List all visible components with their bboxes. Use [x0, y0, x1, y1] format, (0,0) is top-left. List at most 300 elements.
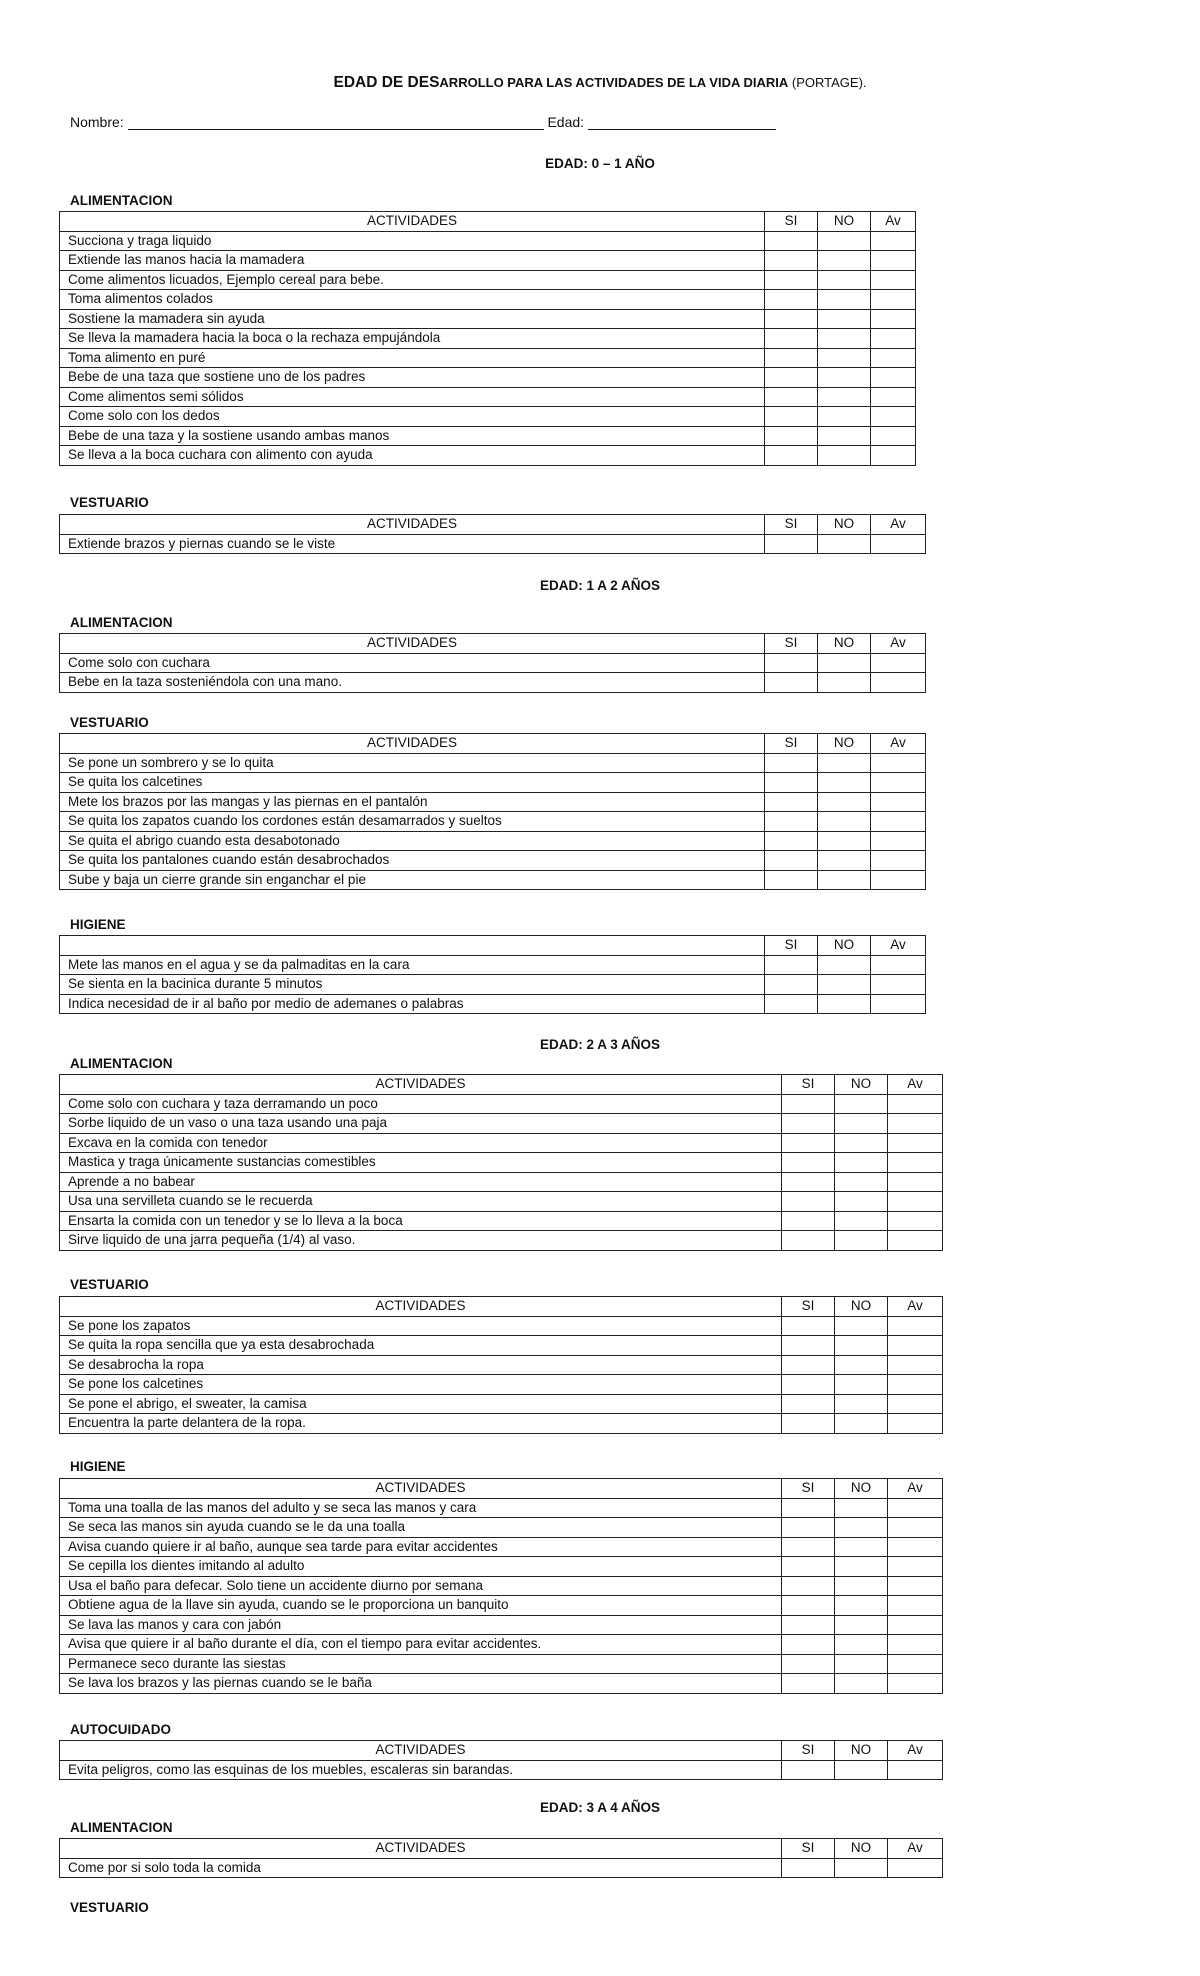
- no-cell[interactable]: [835, 1336, 888, 1356]
- av-header: Av: [871, 212, 916, 232]
- no-cell[interactable]: [818, 831, 871, 851]
- activity-row: [60, 387, 916, 407]
- no-cell[interactable]: [835, 1858, 888, 1878]
- section-title: VESTUARIO: [70, 1900, 149, 1915]
- si-cell[interactable]: [782, 1394, 835, 1414]
- av-cell[interactable]: [871, 812, 926, 832]
- no-cell[interactable]: [835, 1537, 888, 1557]
- no-cell[interactable]: [818, 309, 871, 329]
- si-cell[interactable]: [765, 851, 818, 871]
- no-cell[interactable]: [835, 1211, 888, 1231]
- av-cell[interactable]: [888, 1355, 943, 1375]
- av-cell[interactable]: [888, 1394, 943, 1414]
- av-cell[interactable]: [888, 1414, 943, 1434]
- av-cell[interactable]: [871, 426, 916, 446]
- si-cell[interactable]: [765, 673, 818, 693]
- si-cell[interactable]: [782, 1231, 835, 1251]
- activities-header: ACTIVIDADES: [60, 1297, 782, 1317]
- activity-row: [60, 1596, 943, 1616]
- activity-label: Se quita los pantalones cuando están desabrochados: [60, 851, 765, 871]
- si-cell[interactable]: [765, 773, 818, 793]
- av-cell[interactable]: [871, 251, 916, 271]
- si-cell[interactable]: [782, 1557, 835, 1577]
- av-cell[interactable]: [888, 1316, 943, 1336]
- no-cell[interactable]: [818, 975, 871, 995]
- no-cell[interactable]: [835, 1674, 888, 1694]
- activity-row: [60, 368, 916, 388]
- no-cell[interactable]: [835, 1615, 888, 1635]
- table-header-row: [60, 634, 926, 654]
- av-cell[interactable]: [871, 994, 926, 1014]
- activities-table: [59, 514, 926, 554]
- no-cell[interactable]: [835, 1760, 888, 1780]
- no-cell[interactable]: [818, 290, 871, 310]
- activity-label: Avisa cuando quiere ir al baño, aunque sea tarde para evitar accidentes: [60, 1537, 782, 1557]
- activity-label: Come alimentos licuados, Ejemplo cereal para bebe.: [60, 270, 765, 290]
- av-cell[interactable]: [888, 1858, 943, 1878]
- activity-label: Sorbe liquido de un vaso o una taza usando una paja: [60, 1114, 782, 1134]
- no-cell[interactable]: [835, 1414, 888, 1434]
- si-cell[interactable]: [765, 368, 818, 388]
- activity-row: [60, 270, 916, 290]
- no-cell[interactable]: [835, 1355, 888, 1375]
- section-title: HIGIENE: [70, 917, 126, 932]
- activity-row: [60, 1537, 943, 1557]
- activity-label: Extiende las manos hacia la mamadera: [60, 251, 765, 271]
- av-header: Av: [871, 936, 926, 956]
- si-cell[interactable]: [782, 1518, 835, 1538]
- av-cell[interactable]: [871, 309, 916, 329]
- activity-row: [60, 870, 926, 890]
- si-cell[interactable]: [782, 1615, 835, 1635]
- av-cell[interactable]: [871, 753, 926, 773]
- si-cell[interactable]: [765, 792, 818, 812]
- no-cell[interactable]: [818, 387, 871, 407]
- si-cell[interactable]: [765, 831, 818, 851]
- si-cell[interactable]: [782, 1094, 835, 1114]
- si-cell[interactable]: [765, 426, 818, 446]
- av-cell[interactable]: [888, 1654, 943, 1674]
- activity-label: Come alimentos semi sólidos: [60, 387, 765, 407]
- no-header: NO: [818, 212, 871, 232]
- av-cell[interactable]: [888, 1635, 943, 1655]
- si-cell[interactable]: [765, 955, 818, 975]
- activity-label: Mastica y traga únicamente sustancias comestibles: [60, 1153, 782, 1173]
- si-cell[interactable]: [782, 1414, 835, 1434]
- activities-header: [60, 936, 765, 956]
- activity-label: Come solo con cuchara: [60, 653, 765, 673]
- si-cell[interactable]: [782, 1172, 835, 1192]
- si-header: SI: [782, 1741, 835, 1761]
- si-cell[interactable]: [765, 534, 818, 554]
- activities-table: [59, 211, 916, 466]
- activity-label: Se quita los calcetines: [60, 773, 765, 793]
- no-cell[interactable]: [818, 348, 871, 368]
- no-cell[interactable]: [835, 1172, 888, 1192]
- av-cell[interactable]: [888, 1375, 943, 1395]
- av-header: Av: [888, 1839, 943, 1859]
- table-header-row: [60, 1839, 943, 1859]
- av-cell[interactable]: [871, 673, 926, 693]
- activity-row: [60, 753, 926, 773]
- activity-row: [60, 1635, 943, 1655]
- av-cell[interactable]: [888, 1760, 943, 1780]
- si-cell[interactable]: [765, 309, 818, 329]
- page-title: [0, 74, 1200, 92]
- no-cell[interactable]: [835, 1375, 888, 1395]
- table-header-row: [60, 1075, 943, 1095]
- activities-table: [59, 1478, 943, 1694]
- no-cell[interactable]: [818, 407, 871, 427]
- activity-row: [60, 1153, 943, 1173]
- av-cell[interactable]: [888, 1674, 943, 1694]
- si-cell[interactable]: [765, 329, 818, 349]
- si-cell[interactable]: [765, 653, 818, 673]
- no-cell[interactable]: [818, 368, 871, 388]
- si-cell[interactable]: [765, 753, 818, 773]
- title-suffix: (PORTAGE).: [788, 75, 867, 90]
- si-cell[interactable]: [765, 870, 818, 890]
- av-cell[interactable]: [871, 387, 916, 407]
- activity-label: Toma una toalla de las manos del adulto y se seca las manos y cara: [60, 1498, 782, 1518]
- activities-header: ACTIVIDADES: [60, 1839, 782, 1859]
- no-cell[interactable]: [835, 1133, 888, 1153]
- activity-label: Encuentra la parte delantera de la ropa.: [60, 1414, 782, 1434]
- activity-label: Succiona y traga liquido: [60, 231, 765, 251]
- av-cell[interactable]: [888, 1133, 943, 1153]
- av-cell[interactable]: [888, 1211, 943, 1231]
- activities-header: ACTIVIDADES: [60, 1479, 782, 1499]
- av-cell[interactable]: [888, 1114, 943, 1134]
- activity-row: [60, 1375, 943, 1395]
- av-cell[interactable]: [888, 1596, 943, 1616]
- section-title: HIGIENE: [70, 1459, 126, 1474]
- si-cell[interactable]: [765, 231, 818, 251]
- no-header: NO: [835, 1839, 888, 1859]
- activity-row: [60, 1231, 943, 1251]
- activity-row: [60, 653, 926, 673]
- av-cell[interactable]: [888, 1172, 943, 1192]
- si-cell[interactable]: [782, 1635, 835, 1655]
- name-field[interactable]: [128, 115, 544, 130]
- av-cell[interactable]: [871, 851, 926, 871]
- av-cell[interactable]: [888, 1231, 943, 1251]
- activity-label: Usa el baño para defecar. Solo tiene un accidente diurno por semana: [60, 1576, 782, 1596]
- av-cell[interactable]: [888, 1094, 943, 1114]
- av-cell[interactable]: [888, 1518, 943, 1538]
- activities-table: [59, 1074, 943, 1251]
- no-cell[interactable]: [835, 1394, 888, 1414]
- no-cell[interactable]: [818, 231, 871, 251]
- activity-row: [60, 851, 926, 871]
- activity-row: [60, 1654, 943, 1674]
- av-cell[interactable]: [888, 1153, 943, 1173]
- av-cell[interactable]: [871, 975, 926, 995]
- si-cell[interactable]: [782, 1596, 835, 1616]
- av-header: Av: [871, 515, 926, 535]
- av-cell[interactable]: [871, 348, 916, 368]
- activity-row: [60, 975, 926, 995]
- age-label: Edad:: [547, 114, 585, 130]
- av-header: Av: [888, 1075, 943, 1095]
- si-cell[interactable]: [782, 1498, 835, 1518]
- si-cell[interactable]: [765, 251, 818, 271]
- av-cell[interactable]: [871, 368, 916, 388]
- no-header: NO: [818, 936, 871, 956]
- no-cell[interactable]: [818, 426, 871, 446]
- si-cell[interactable]: [782, 1192, 835, 1212]
- si-header: SI: [765, 634, 818, 654]
- activity-row: [60, 1674, 943, 1694]
- av-cell[interactable]: [888, 1576, 943, 1596]
- activities-header: ACTIVIDADES: [60, 1075, 782, 1095]
- si-cell[interactable]: [765, 290, 818, 310]
- no-cell[interactable]: [818, 851, 871, 871]
- si-cell[interactable]: [765, 387, 818, 407]
- si-cell[interactable]: [765, 270, 818, 290]
- no-header: NO: [818, 515, 871, 535]
- no-cell[interactable]: [835, 1114, 888, 1134]
- si-cell[interactable]: [765, 994, 818, 1014]
- activity-label: Mete los brazos por las mangas y las piernas en el pantalón: [60, 792, 765, 812]
- av-cell[interactable]: [871, 407, 916, 427]
- activities-table: [59, 733, 926, 890]
- activity-label: Se lava los brazos y las piernas cuando se le baña: [60, 1674, 782, 1694]
- activity-label: Excava en la comida con tenedor: [60, 1133, 782, 1153]
- si-cell[interactable]: [782, 1858, 835, 1878]
- section-title: VESTUARIO: [70, 1277, 149, 1292]
- si-cell[interactable]: [782, 1375, 835, 1395]
- no-cell[interactable]: [835, 1153, 888, 1173]
- activity-row: [60, 534, 926, 554]
- activity-row: [60, 1394, 943, 1414]
- name-label: Nombre:: [70, 114, 124, 130]
- si-cell[interactable]: [782, 1114, 835, 1134]
- activity-label: Avisa que quiere ir al baño durante el día, con el tiempo para evitar accidentes.: [60, 1635, 782, 1655]
- si-cell[interactable]: [782, 1576, 835, 1596]
- activity-row: [60, 446, 916, 466]
- section-title: ALIMENTACION: [70, 615, 173, 630]
- no-cell[interactable]: [835, 1192, 888, 1212]
- no-cell[interactable]: [818, 446, 871, 466]
- av-cell[interactable]: [888, 1192, 943, 1212]
- title-rest: ARROLLO PARA LAS ACTIVIDADES DE LA VIDA DIARIA: [439, 75, 789, 90]
- activities-header: ACTIVIDADES: [60, 734, 765, 754]
- no-cell[interactable]: [835, 1518, 888, 1538]
- activity-row: [60, 1760, 943, 1780]
- activity-label: Extiende brazos y piernas cuando se le viste: [60, 534, 765, 554]
- age-heading: EDAD: 0 – 1 AÑO: [545, 156, 655, 171]
- si-cell[interactable]: [782, 1355, 835, 1375]
- av-cell[interactable]: [888, 1336, 943, 1356]
- activity-row: [60, 1316, 943, 1336]
- av-cell[interactable]: [871, 446, 916, 466]
- activities-table: [59, 1296, 943, 1434]
- no-cell[interactable]: [835, 1576, 888, 1596]
- activity-row: [60, 1498, 943, 1518]
- av-cell[interactable]: [888, 1537, 943, 1557]
- si-cell[interactable]: [765, 348, 818, 368]
- no-header: NO: [835, 1297, 888, 1317]
- table-header-row: [60, 1741, 943, 1761]
- no-header: NO: [835, 1479, 888, 1499]
- av-cell[interactable]: [871, 329, 916, 349]
- activity-label: Se seca las manos sin ayuda cuando se le da una toalla: [60, 1518, 782, 1538]
- si-cell[interactable]: [782, 1336, 835, 1356]
- si-cell[interactable]: [782, 1674, 835, 1694]
- activity-label: Mete las manos en el agua y se da palmaditas en la cara: [60, 955, 765, 975]
- activity-label: Aprende a no babear: [60, 1172, 782, 1192]
- av-cell[interactable]: [871, 831, 926, 851]
- av-cell[interactable]: [871, 773, 926, 793]
- si-cell[interactable]: [782, 1316, 835, 1336]
- si-cell[interactable]: [765, 446, 818, 466]
- activity-label: Bebe de una taza que sostiene uno de los padres: [60, 368, 765, 388]
- no-cell[interactable]: [818, 753, 871, 773]
- no-cell[interactable]: [835, 1316, 888, 1336]
- activity-row: [60, 1576, 943, 1596]
- age-field[interactable]: [588, 115, 776, 130]
- age-heading: EDAD: 2 A 3 AÑOS: [539, 1037, 661, 1052]
- no-cell[interactable]: [818, 994, 871, 1014]
- av-cell[interactable]: [888, 1498, 943, 1518]
- activity-row: [60, 1211, 943, 1231]
- activity-row: [60, 1557, 943, 1577]
- activity-label: Se sienta en la bacinica durante 5 minutos: [60, 975, 765, 995]
- activity-label: Come por si solo toda la comida: [60, 1858, 782, 1878]
- activity-label: Bebe en la taza sosteniéndola con una mano.: [60, 673, 765, 693]
- section-title: AUTOCUIDADO: [70, 1722, 171, 1737]
- si-cell[interactable]: [782, 1133, 835, 1153]
- si-header: SI: [765, 212, 818, 232]
- name-age-row: [70, 114, 776, 130]
- activities-table: [59, 1740, 943, 1780]
- activity-row: [60, 1858, 943, 1878]
- table-header-row: [60, 515, 926, 535]
- no-cell[interactable]: [818, 812, 871, 832]
- no-cell[interactable]: [835, 1557, 888, 1577]
- activity-label: Sirve liquido de una jarra pequeña (1/4) al vaso.: [60, 1231, 782, 1251]
- no-cell[interactable]: [818, 270, 871, 290]
- av-cell[interactable]: [871, 955, 926, 975]
- no-cell[interactable]: [835, 1498, 888, 1518]
- activity-label: Se pone el abrigo, el sweater, la camisa: [60, 1394, 782, 1414]
- activity-label: Se quita los zapatos cuando los cordones están desamarrados y sueltos: [60, 812, 765, 832]
- section-title: ALIMENTACION: [70, 1820, 173, 1835]
- activity-row: [60, 955, 926, 975]
- age-heading: EDAD: 1 A 2 AÑOS: [539, 578, 661, 593]
- activity-label: Se lava las manos y cara con jabón: [60, 1615, 782, 1635]
- no-header: NO: [835, 1741, 888, 1761]
- activity-label: Se cepilla los dientes imitando al adulto: [60, 1557, 782, 1577]
- no-cell[interactable]: [818, 673, 871, 693]
- no-cell[interactable]: [818, 251, 871, 271]
- activity-row: [60, 309, 916, 329]
- av-header: Av: [871, 734, 926, 754]
- si-header: SI: [782, 1839, 835, 1859]
- activity-row: [60, 1615, 943, 1635]
- si-cell[interactable]: [782, 1211, 835, 1231]
- av-header: Av: [871, 634, 926, 654]
- av-cell[interactable]: [871, 870, 926, 890]
- activity-label: Toma alimento en puré: [60, 348, 765, 368]
- activity-label: Sostiene la mamadera sin ayuda: [60, 309, 765, 329]
- activity-row: [60, 1192, 943, 1212]
- no-cell[interactable]: [818, 955, 871, 975]
- av-cell[interactable]: [871, 290, 916, 310]
- activity-row: [60, 290, 916, 310]
- activity-row: [60, 329, 916, 349]
- no-cell[interactable]: [835, 1654, 888, 1674]
- av-cell[interactable]: [888, 1557, 943, 1577]
- title-main: EDAD DE DES: [333, 74, 440, 91]
- activity-label: Come solo con los dedos: [60, 407, 765, 427]
- av-cell[interactable]: [871, 534, 926, 554]
- activity-label: Se desabrocha la ropa: [60, 1355, 782, 1375]
- activity-label: Come solo con cuchara y taza derramando un poco: [60, 1094, 782, 1114]
- activity-row: [60, 673, 926, 693]
- av-cell[interactable]: [871, 270, 916, 290]
- si-cell[interactable]: [765, 407, 818, 427]
- age-heading: EDAD: 3 A 4 AÑOS: [539, 1800, 661, 1815]
- no-header: NO: [818, 734, 871, 754]
- activities-table: [59, 935, 926, 1014]
- av-cell[interactable]: [888, 1615, 943, 1635]
- activity-row: [60, 348, 916, 368]
- activity-row: [60, 1336, 943, 1356]
- si-cell[interactable]: [782, 1153, 835, 1173]
- activities-table: [59, 1838, 943, 1878]
- no-cell[interactable]: [818, 870, 871, 890]
- si-cell[interactable]: [765, 975, 818, 995]
- av-cell[interactable]: [871, 653, 926, 673]
- activity-label: Usa una servilleta cuando se le recuerda: [60, 1192, 782, 1212]
- si-header: SI: [782, 1479, 835, 1499]
- activity-label: Evita peligros, como las esquinas de los muebles, escaleras sin barandas.: [60, 1760, 782, 1780]
- si-header: SI: [765, 936, 818, 956]
- activities-header: ACTIVIDADES: [60, 634, 765, 654]
- no-cell[interactable]: [818, 653, 871, 673]
- no-cell[interactable]: [818, 329, 871, 349]
- no-cell[interactable]: [818, 773, 871, 793]
- si-cell[interactable]: [782, 1654, 835, 1674]
- av-header: Av: [888, 1741, 943, 1761]
- activity-row: [60, 1414, 943, 1434]
- section-title: ALIMENTACION: [70, 193, 173, 208]
- no-cell[interactable]: [818, 534, 871, 554]
- si-cell[interactable]: [765, 812, 818, 832]
- si-header: SI: [765, 734, 818, 754]
- si-cell[interactable]: [782, 1537, 835, 1557]
- activity-label: Se lleva a la boca cuchara con alimento con ayuda: [60, 446, 765, 466]
- av-cell[interactable]: [871, 792, 926, 812]
- activity-row: [60, 1355, 943, 1375]
- no-cell[interactable]: [835, 1596, 888, 1616]
- activity-row: [60, 1172, 943, 1192]
- activities-header: ACTIVIDADES: [60, 1741, 782, 1761]
- no-cell[interactable]: [818, 792, 871, 812]
- av-header: Av: [888, 1479, 943, 1499]
- activity-label: Se pone un sombrero y se lo quita: [60, 753, 765, 773]
- no-cell[interactable]: [835, 1231, 888, 1251]
- activity-label: Obtiene agua de la llave sin ayuda, cuando se le proporciona un banquito: [60, 1596, 782, 1616]
- activity-row: [60, 426, 916, 446]
- no-cell[interactable]: [835, 1094, 888, 1114]
- no-header: NO: [818, 634, 871, 654]
- no-cell[interactable]: [835, 1635, 888, 1655]
- si-cell[interactable]: [782, 1760, 835, 1780]
- av-cell[interactable]: [871, 231, 916, 251]
